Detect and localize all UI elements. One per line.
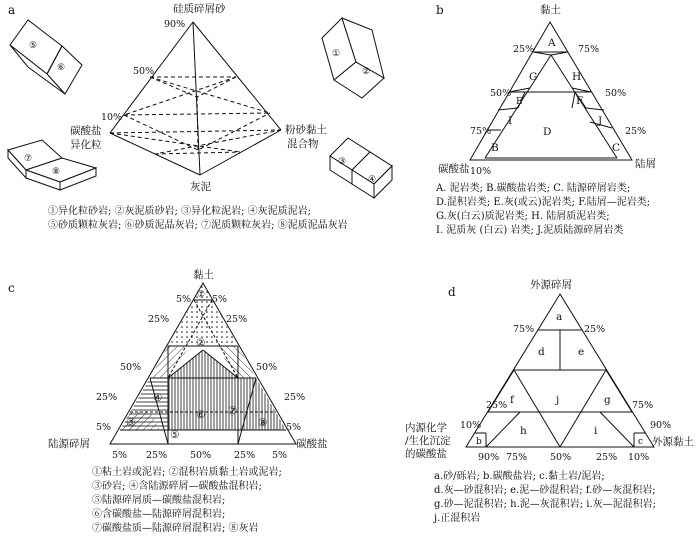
d-pct: 50%	[550, 452, 572, 463]
c-field-2: ②	[196, 337, 206, 349]
d-field-j: j	[556, 394, 560, 406]
c-apex-right: 碳酸盐	[296, 438, 328, 450]
b-pct: 75%	[578, 44, 600, 55]
legend-c-line: ⑦碳酸盐质—陆源碎屑混积岩; ⑧灰岩	[92, 523, 259, 534]
panel-c-tag: c	[8, 281, 15, 295]
shape-3: ③	[338, 157, 347, 167]
tetrahedron	[110, 22, 281, 175]
apex-top-label: 硅质碎屑砂	[173, 3, 226, 15]
b-apex-right: 陆屑	[635, 158, 656, 170]
legend-a-line: ⑤砂质颗粒灰岩; ⑥砂质泥晶灰岩; ⑦泥质颗粒灰岩; ⑧泥质泥晶灰岩	[48, 220, 348, 231]
legend-a	[48, 205, 348, 233]
panel-a	[8, 2, 392, 198]
d-field-b: b	[476, 437, 482, 447]
legend-d-line: d.灰—砂混积岩; e.泥—砂混积岩; f.砂—灰混积岩;	[434, 485, 656, 496]
apex-right-label-1: 粉砂黏土	[285, 124, 327, 136]
shape-7: ⑦	[24, 154, 33, 164]
legend-c	[92, 466, 282, 536]
legend-b-line: G.灰(白云)质泥岩类; H. 陆屑质泥岩类;	[436, 211, 610, 222]
shape-1: ①	[332, 49, 341, 59]
legend-c-line: ①粘土岩或泥岩; ②混积岩质黏土岩或泥岩;	[92, 467, 282, 478]
panel-d	[405, 278, 694, 463]
legend-d-line: g.砂—泥混积岩; h.泥—灰混积岩; i.灰—泥混积岩;	[434, 499, 657, 510]
d-pct: 75%	[506, 452, 528, 463]
d-field-f: f	[510, 394, 514, 406]
b-field-B: B	[491, 142, 499, 154]
d-field-c: c	[638, 437, 644, 447]
shape-5: ⑤	[29, 41, 38, 51]
c-pct: 5%	[112, 450, 128, 461]
c-pct: 25%	[226, 314, 248, 325]
b-field-A: A	[548, 37, 556, 49]
c-apex-top: 黏土	[193, 269, 214, 281]
c-pct: 25%	[146, 450, 168, 461]
d-pct: 90%	[650, 420, 672, 431]
panel-a-tag: a	[8, 3, 16, 17]
c-pct: 25%	[234, 450, 256, 461]
c-pct: 5%	[212, 294, 228, 305]
apex-bottom-label: 灰泥	[190, 181, 211, 193]
block-3-4	[330, 138, 392, 198]
d-pct: 75%	[632, 400, 654, 411]
c-field-5: ⑤	[170, 429, 180, 441]
c-pct: 25%	[148, 314, 170, 325]
b-field-J: J	[598, 115, 603, 127]
d-pct: 75%	[513, 324, 535, 335]
apex-right-label-2: 混合物	[287, 138, 319, 150]
legend-d-line: j.正混积岩	[434, 513, 481, 524]
d-pct: 10%	[460, 420, 482, 431]
b-field-D: D	[543, 126, 552, 138]
c-pct: 5%	[286, 422, 302, 433]
d-pct: 25%	[584, 324, 606, 335]
panel-b	[436, 3, 656, 177]
c-apex-left: 陆源碎屑	[48, 438, 90, 450]
b-apex-left: 碳酸盐	[438, 163, 470, 175]
d-apex-right: 外源黏土	[652, 436, 694, 448]
c-field-1: ①	[197, 290, 206, 300]
c-pct: 50%	[256, 362, 278, 373]
d-apex-top: 外源碎屑	[530, 279, 572, 291]
legend-c-line: ⑥含碳酸盐—陆源碎屑混积岩;	[92, 509, 226, 520]
pct-90: 90%	[164, 19, 186, 30]
d-apex-left-3: 的碳酸盐	[405, 448, 447, 460]
c-field-7: ⑦	[228, 405, 238, 417]
d-field-e: e	[578, 346, 585, 358]
shape-2: ②	[362, 67, 371, 77]
b-field-H: H	[572, 71, 582, 83]
legend-b-line: D.混积岩类; E.灰(或云)泥岩类; F.陆屑—泥岩类;	[436, 197, 651, 208]
c-pct: 5%	[272, 450, 288, 461]
d-field-d: d	[538, 346, 545, 358]
b-pct: 50%	[605, 88, 627, 99]
c-pct: 50%	[190, 450, 212, 461]
d-pct: 25%	[596, 452, 618, 463]
panel-c	[8, 268, 328, 461]
d-pct: 25%	[486, 400, 508, 411]
c-field-4: ④	[153, 392, 163, 404]
legend-d	[434, 470, 656, 526]
shape-6: ⑥	[57, 63, 66, 73]
shape-8: ⑧	[52, 167, 61, 177]
legend-b-line: A. 泥岩类; B.碳酸盐岩类; C. 陆源碎屑岩类;	[436, 183, 631, 194]
legend-c-line: ③砂岩; ④含陆源碎屑—碳酸盐混积岩;	[92, 481, 262, 492]
legend-a-line: ①异化粒砂岩; ②灰泥质砂岩; ③异化粒泥岩; ④灰泥质泥岩;	[48, 206, 312, 217]
b-field-I: I	[508, 115, 513, 127]
block-1-2	[322, 18, 384, 98]
d-apex-left-2: /生化沉淀	[405, 435, 451, 447]
b-pct: 10%	[470, 166, 492, 177]
d-field-a: a	[556, 311, 563, 323]
legend-c-line: ⑤陆源碎屑质—碳酸盐混积岩;	[92, 495, 226, 506]
legend-d-line: a.砂/砾岩; b.碳酸盐岩; c.黏土岩/泥岩;	[434, 471, 605, 482]
b-pct: 25%	[625, 126, 647, 137]
apex-left-label-2: 异化粒	[70, 139, 102, 151]
panel-b-tag: b	[436, 3, 444, 17]
block-5-6	[10, 20, 82, 94]
b-field-E: E	[516, 97, 523, 107]
b-pct: 25%	[513, 44, 535, 55]
b-field-F: F	[576, 95, 584, 107]
apex-left-label-1: 碳酸盐	[70, 125, 102, 137]
c-pct: 5%	[96, 422, 112, 433]
legend-b	[436, 182, 650, 238]
b-field-G: G	[529, 71, 538, 83]
c-pct: 25%	[96, 392, 118, 403]
b-pct: 50%	[490, 88, 512, 99]
legend-b-line: I. 泥质灰 (白云) 岩类; J.泥质陆源碎屑岩类	[436, 225, 624, 236]
c-field-6: ⑥	[196, 409, 206, 421]
d-apex-left-1: 内源化学	[405, 422, 447, 434]
b-field-C: C	[612, 142, 621, 154]
d-pct: 90%	[478, 452, 500, 463]
c-pct: 50%	[120, 362, 142, 373]
d-field-h: h	[520, 425, 527, 437]
c-field-8: ⑧	[258, 417, 268, 429]
d-pct: 10%	[628, 452, 650, 463]
pct-10: 10%	[101, 112, 123, 123]
c-field-3: ③	[126, 417, 136, 429]
c-pct: 25%	[284, 392, 306, 403]
pct-50: 50%	[133, 66, 155, 77]
c-pct: 5%	[176, 294, 192, 305]
d-field-i: i	[594, 425, 598, 437]
b-apex-top: 黏土	[540, 4, 561, 16]
shape-4: ④	[368, 175, 377, 185]
panel-d-tag: d	[448, 285, 456, 299]
d-field-g: g	[604, 394, 611, 406]
b-pct: 75%	[470, 126, 492, 137]
